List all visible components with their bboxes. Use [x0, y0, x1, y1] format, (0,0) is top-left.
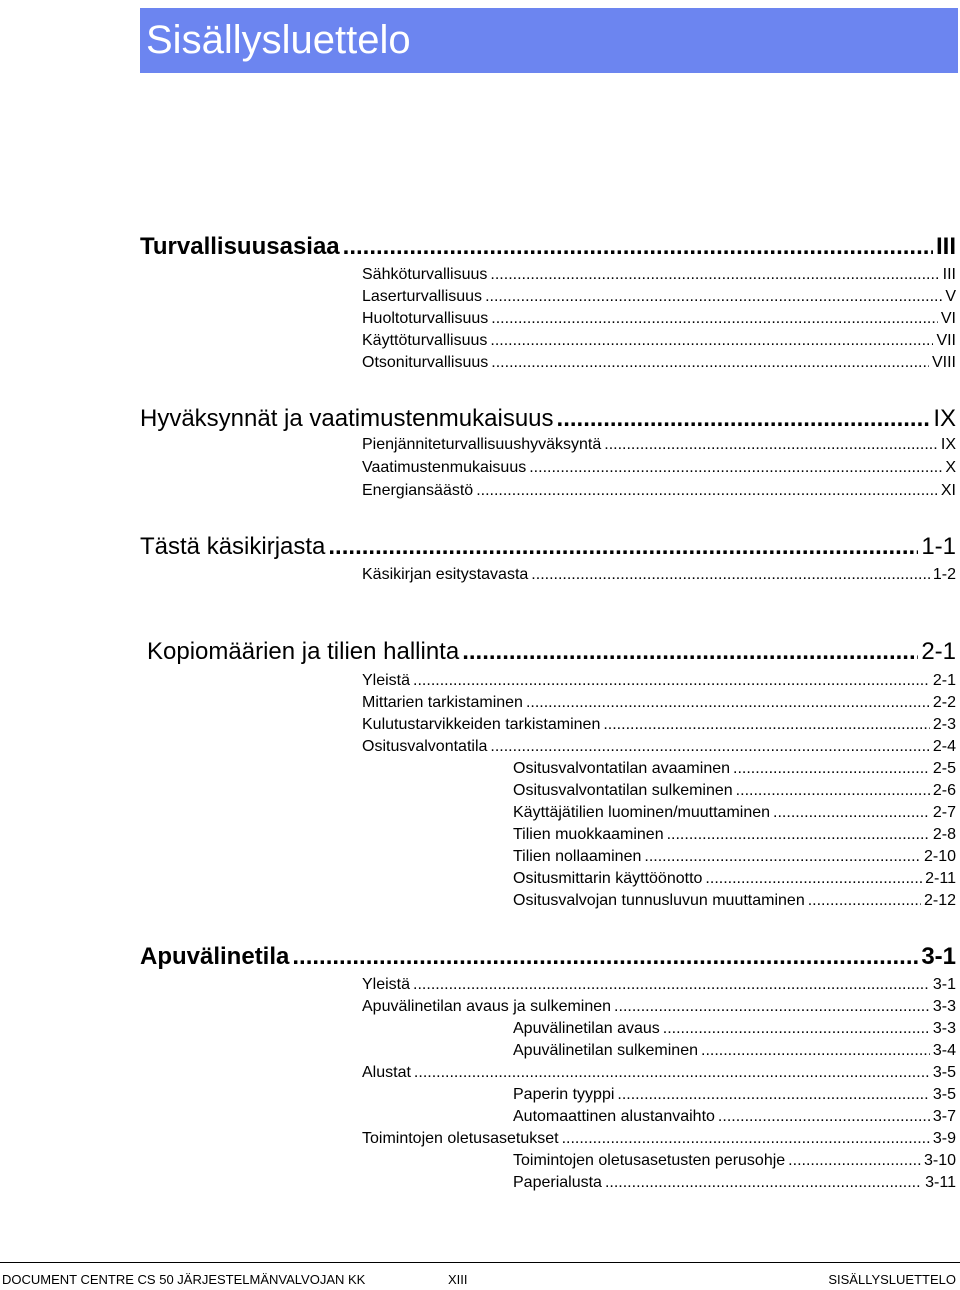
toc-entry-page: 2-2	[932, 694, 956, 711]
dot-leader	[667, 824, 930, 846]
dot-leader	[603, 714, 930, 736]
toc-entry-label: Vaatimustenmukaisuus	[362, 459, 527, 476]
toc-entry-page: VI	[940, 310, 956, 327]
dot-leader	[491, 352, 929, 374]
toc-subentry-label: Tilien nollaaminen	[513, 848, 642, 865]
footer-section-name: SISÄLLYSLUETTELO	[828, 1272, 956, 1287]
toc-subentry-label: Ositusvalvontatilan sulkeminen	[513, 782, 733, 799]
toc-subentry[interactable]	[513, 780, 956, 802]
toc-entry-page: 2-1	[932, 672, 956, 689]
toc-subentry-page: 2-11	[925, 870, 956, 887]
toc-subentry-label: Paperin tyyppi	[513, 1086, 615, 1103]
dot-leader	[292, 942, 918, 972]
toc-section[interactable]	[140, 232, 956, 262]
dot-leader	[476, 480, 938, 502]
toc-entry-label: Yleistä	[362, 976, 411, 993]
toc-subentry[interactable]	[513, 1150, 956, 1172]
toc-subentry-label: Apuvälinetilan sulkeminen	[513, 1042, 698, 1059]
toc-subentry-label: Toimintojen oletusasetusten perusohje	[513, 1152, 786, 1169]
toc-entry[interactable]	[362, 457, 956, 479]
toc-entry-label: Otsoniturvallisuus	[362, 354, 489, 371]
toc-entry-page: VII	[936, 332, 956, 349]
toc-subentry[interactable]	[513, 846, 956, 868]
dot-leader	[557, 404, 931, 434]
dot-leader	[562, 1128, 930, 1150]
dot-leader	[343, 232, 933, 262]
toc-entry[interactable]	[362, 736, 956, 758]
toc-subentry-label: Tilien muokkaaminen	[513, 826, 664, 843]
toc-subentry[interactable]	[513, 758, 956, 780]
toc-subentry-label: Ositusmittarin käyttöönotto	[513, 870, 703, 887]
toc-entry-label: Yleistä	[362, 672, 411, 689]
toc-entry[interactable]	[362, 308, 956, 330]
toc-subentry[interactable]	[513, 1106, 956, 1128]
toc-section-page: 1-1	[921, 533, 956, 560]
dot-leader	[718, 1106, 930, 1128]
toc-subentry-page: 2-7	[932, 804, 956, 821]
dot-leader	[663, 1018, 930, 1040]
toc-entry-label: Kulutustarvikkeiden tarkistaminen	[362, 716, 601, 733]
footer-document-title: DOCUMENT CENTRE CS 50 JÄRJESTELMÄNVALVOJAN KK	[2, 1272, 366, 1287]
toc-section-label: Kopiomäärien ja tilien hallinta	[147, 638, 460, 665]
dot-leader	[617, 1084, 929, 1106]
toc-entry[interactable]	[362, 1128, 956, 1150]
toc-subentry-page: 2-5	[932, 760, 956, 777]
toc-section[interactable]	[147, 637, 956, 667]
toc-subentry-page: 3-4	[932, 1042, 956, 1059]
page-title: Sisällysluettelo	[146, 18, 411, 62]
toc-section-page: 2-1	[921, 638, 956, 665]
toc-entry-page: V	[945, 288, 956, 305]
toc-entry-page: 3-5	[932, 1064, 956, 1081]
dot-leader	[531, 564, 930, 586]
dot-leader	[736, 780, 930, 802]
dot-leader	[788, 1150, 921, 1172]
toc-subentry-page: 2-10	[923, 848, 956, 865]
dot-leader	[414, 1062, 930, 1084]
toc-entry-page: III	[942, 266, 956, 283]
dot-leader	[529, 457, 942, 479]
dot-leader	[490, 264, 939, 286]
toc-entry-page: 2-4	[932, 738, 956, 755]
toc-entry-label: Huoltoturvallisuus	[362, 310, 489, 327]
toc-entry-label: Toimintojen oletusasetukset	[362, 1130, 559, 1147]
toc-section-label: Tästä käsikirjasta	[140, 533, 326, 560]
toc-entry-label: Apuvälinetilan avaus ja sulkeminen	[362, 998, 612, 1015]
toc-entry-page: IX	[940, 436, 956, 453]
dot-leader	[413, 670, 930, 692]
toc-entry[interactable]	[362, 286, 956, 308]
toc-entry[interactable]	[362, 670, 956, 692]
footer-rule	[0, 1262, 960, 1263]
toc-entry-page: 2-3	[932, 716, 956, 733]
title-banner	[140, 8, 958, 73]
toc-entry[interactable]	[362, 974, 956, 996]
toc-section-page: 3-1	[921, 943, 956, 970]
dot-leader	[701, 1040, 930, 1062]
toc-entry[interactable]	[362, 692, 956, 714]
toc-subentry-page: 2-12	[923, 892, 956, 909]
toc-section-label: Turvallisuusasiaa	[140, 233, 340, 260]
dot-leader	[773, 802, 930, 824]
toc-entry-label: Laserturvallisuus	[362, 288, 483, 305]
toc-entry-label: Ositusvalvontatila	[362, 738, 488, 755]
footer-page-number: XIII	[448, 1272, 468, 1287]
toc-subentry[interactable]	[513, 802, 956, 824]
toc-subentry-label: Käyttäjätilien luominen/muuttaminen	[513, 804, 771, 821]
toc-entry[interactable]	[362, 1062, 956, 1084]
toc-subentry-label: Automaattinen alustanvaihto	[513, 1108, 715, 1125]
toc-entry[interactable]	[362, 434, 956, 456]
toc-entry[interactable]	[362, 352, 956, 374]
toc-subentry[interactable]	[513, 868, 956, 890]
toc-entry[interactable]	[362, 564, 956, 586]
toc-subentry-page: 3-7	[932, 1108, 956, 1125]
dot-leader	[644, 846, 921, 868]
toc-subentry-page: 3-11	[925, 1174, 956, 1191]
toc-subentry-page: 2-6	[932, 782, 956, 799]
toc-subentry[interactable]	[513, 1172, 956, 1194]
toc-subentry-label: Paperialusta	[513, 1174, 602, 1191]
dot-leader	[490, 330, 933, 352]
toc-subentry-label: Ositusvalvojan tunnusluvun muuttaminen	[513, 892, 805, 909]
dot-leader	[605, 1172, 922, 1194]
toc-subentry[interactable]	[513, 890, 956, 912]
toc-entry-label: Pienjänniteturvallisuushyväksyntä	[362, 436, 602, 453]
toc-section-page: IX	[933, 405, 956, 432]
toc-entry-page: 3-9	[932, 1130, 956, 1147]
toc-subentry-page: 3-10	[923, 1152, 956, 1169]
toc-section[interactable]	[140, 532, 956, 562]
toc-entry-label: Alustat	[362, 1064, 411, 1081]
dot-leader	[328, 532, 918, 562]
toc-entry-label: Käsikirjan esitystavasta	[362, 566, 529, 583]
dot-leader	[733, 758, 930, 780]
toc-section-label: Hyväksynnät ja vaatimustenmukaisuus	[140, 405, 554, 432]
toc-entry-page: X	[945, 459, 956, 476]
toc-entry[interactable]	[362, 996, 956, 1018]
dot-leader	[413, 974, 930, 996]
toc-subentry-label: Apuvälinetilan avaus	[513, 1020, 660, 1037]
toc-entry-page: 1-2	[932, 566, 956, 583]
toc-entry-label: Energiansäästö	[362, 482, 474, 499]
toc-entry-page: VIII	[931, 354, 956, 371]
toc-entry[interactable]	[362, 264, 956, 286]
toc-section[interactable]	[140, 404, 956, 434]
toc-subentry[interactable]	[513, 1018, 956, 1040]
toc-entry-label: Mittarien tarkistaminen	[362, 694, 523, 711]
toc-subentry-page: 3-3	[932, 1020, 956, 1037]
toc-entry-label: Käyttöturvallisuus	[362, 332, 488, 349]
dot-leader	[462, 637, 918, 667]
toc-entry[interactable]	[362, 480, 956, 502]
dot-leader	[705, 868, 922, 890]
toc-subentry[interactable]	[513, 1040, 956, 1062]
dot-leader	[614, 996, 930, 1018]
toc-entry-page: XI	[940, 482, 956, 499]
dot-leader	[490, 736, 929, 758]
dot-leader	[526, 692, 930, 714]
toc-entry-page: 3-3	[932, 998, 956, 1015]
toc-subentry[interactable]	[513, 1084, 956, 1106]
toc-subentry-page: 3-5	[932, 1086, 956, 1103]
toc-subentry[interactable]	[513, 824, 956, 846]
dot-leader	[485, 286, 942, 308]
toc-section[interactable]	[140, 942, 956, 972]
toc-subentry-label: Ositusvalvontatilan avaaminen	[513, 760, 731, 777]
toc-section-label: Apuvälinetila	[140, 943, 290, 970]
toc-entry[interactable]	[362, 330, 956, 352]
dot-leader	[808, 890, 921, 912]
toc-entry[interactable]	[362, 714, 956, 736]
toc-subentry-page: 2-8	[932, 826, 956, 843]
toc-section-page: III	[935, 233, 956, 260]
dot-leader	[491, 308, 938, 330]
dot-leader	[604, 434, 938, 456]
toc-entry-label: Sähköturvallisuus	[362, 266, 488, 283]
toc-entry-page: 3-1	[932, 976, 956, 993]
